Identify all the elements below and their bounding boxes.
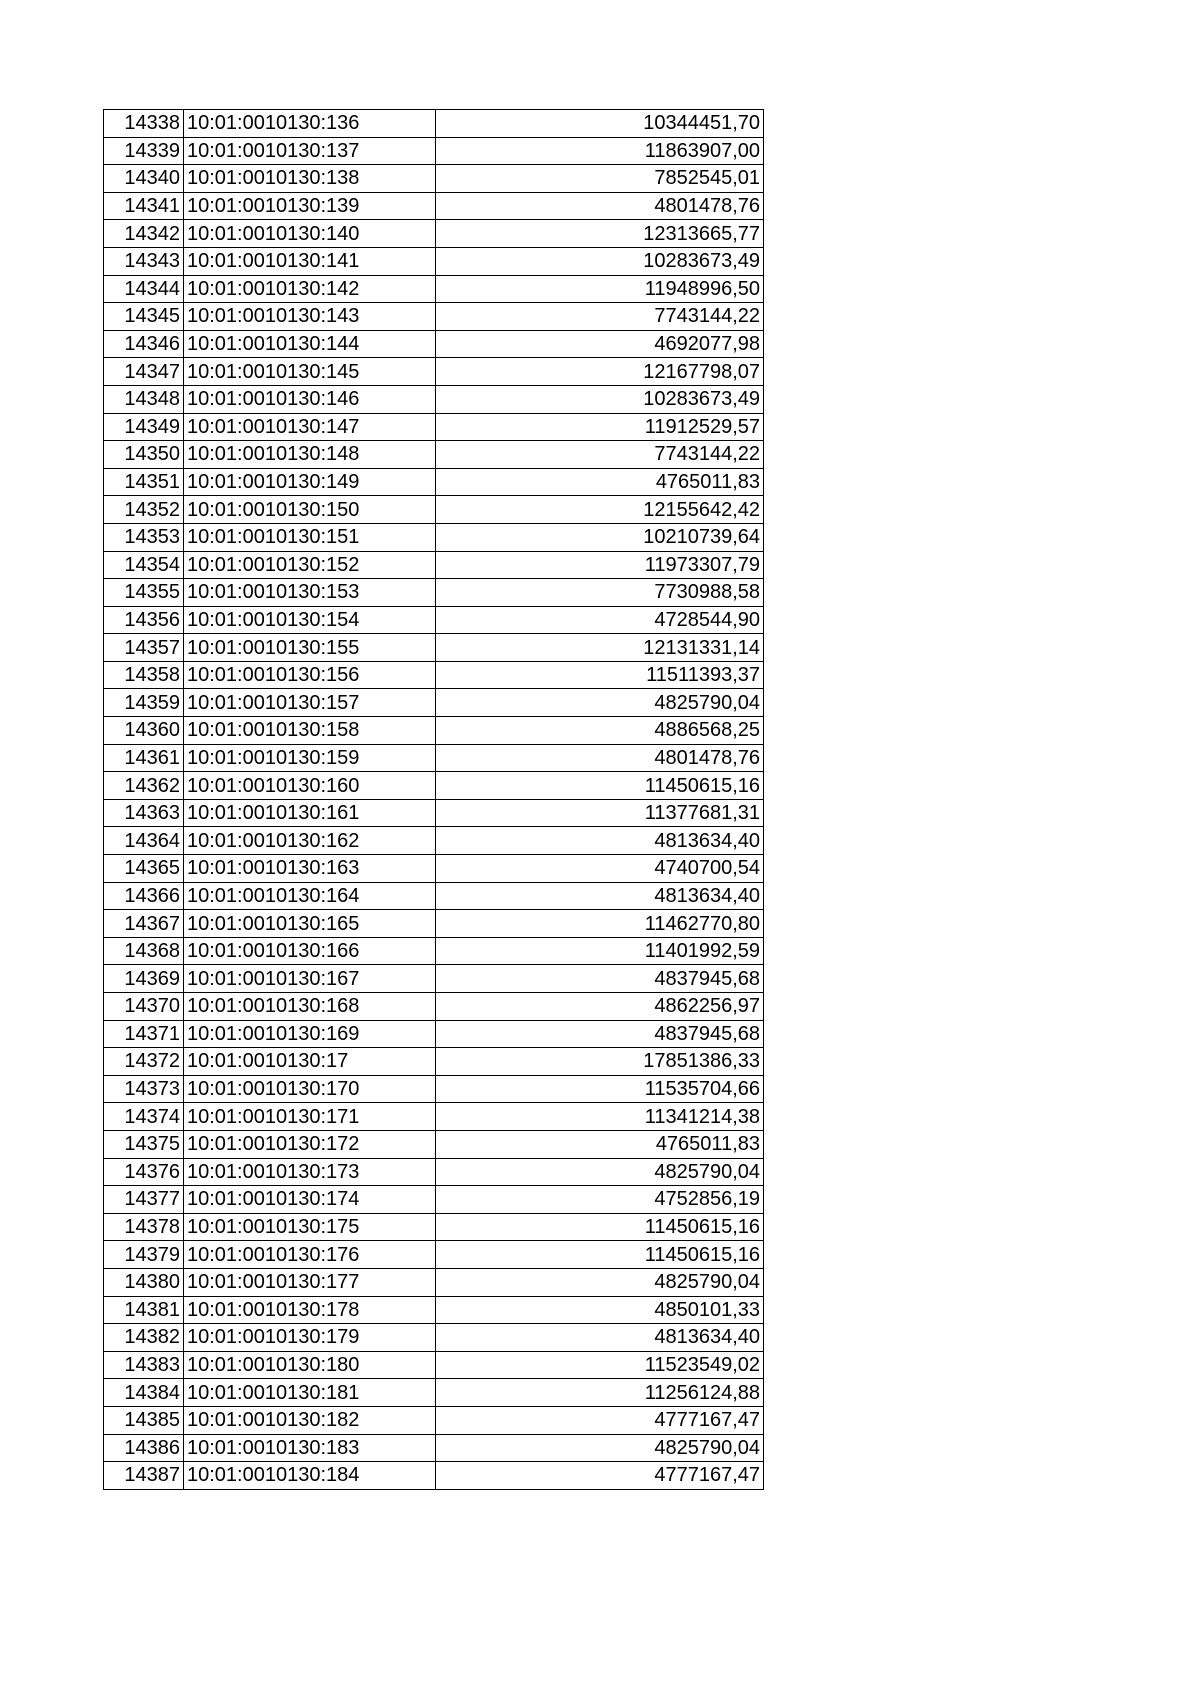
table-row — [104, 1158, 764, 1186]
cadastral-value-cell: 11256124,88 — [436, 1379, 764, 1407]
cadastral-value-cell: 4825790,04 — [436, 1434, 764, 1462]
cadastral-value-cell: 7743144,22 — [436, 441, 764, 469]
cadastral-number-cell: 10:01:0010130:146 — [184, 385, 436, 413]
table-row — [104, 110, 764, 138]
cadastral-value-cell: 11377681,31 — [436, 799, 764, 827]
table-row — [104, 468, 764, 496]
cadastral-value-cell: 4813634,40 — [436, 1324, 764, 1352]
cadastral-value-cell: 10344451,70 — [436, 110, 764, 138]
cadastral-number-cell: 10:01:0010130:180 — [184, 1351, 436, 1379]
row-number-cell: 14374 — [104, 1103, 184, 1131]
row-number-cell: 14385 — [104, 1406, 184, 1434]
cadastral-value-cell: 4728544,90 — [436, 606, 764, 634]
table-row — [104, 855, 764, 883]
cadastral-value-cell: 17851386,33 — [436, 1048, 764, 1076]
cadastral-value-cell: 7743144,22 — [436, 303, 764, 331]
cadastral-number-cell: 10:01:0010130:138 — [184, 165, 436, 193]
row-number-cell: 14375 — [104, 1130, 184, 1158]
cadastral-number-cell: 10:01:0010130:140 — [184, 220, 436, 248]
cadastral-value-cell: 4765011,83 — [436, 1130, 764, 1158]
cadastral-number-cell: 10:01:0010130:147 — [184, 413, 436, 441]
table-row — [104, 275, 764, 303]
cadastral-value-cell: 11341214,38 — [436, 1103, 764, 1131]
cadastral-number-cell: 10:01:0010130:183 — [184, 1434, 436, 1462]
cadastral-number-cell: 10:01:0010130:145 — [184, 358, 436, 386]
cadastral-number-cell: 10:01:0010130:170 — [184, 1075, 436, 1103]
cadastral-value-cell: 12131331,14 — [436, 634, 764, 662]
row-number-cell: 14362 — [104, 772, 184, 800]
table-row — [104, 827, 764, 855]
row-number-cell: 14345 — [104, 303, 184, 331]
cadastral-number-cell: 10:01:0010130:176 — [184, 1241, 436, 1269]
cadastral-value-cell: 4752856,19 — [436, 1186, 764, 1214]
cadastral-value-cell: 12155642,42 — [436, 496, 764, 524]
row-number-cell: 14382 — [104, 1324, 184, 1352]
row-number-cell: 14379 — [104, 1241, 184, 1269]
table-row — [104, 1075, 764, 1103]
cadastral-number-cell: 10:01:0010130:144 — [184, 330, 436, 358]
row-number-cell: 14381 — [104, 1296, 184, 1324]
table-row — [104, 937, 764, 965]
table-row — [104, 220, 764, 248]
cadastral-value-cell: 4825790,04 — [436, 1158, 764, 1186]
row-number-cell: 14350 — [104, 441, 184, 469]
cadastral-number-cell: 10:01:0010130:171 — [184, 1103, 436, 1131]
row-number-cell: 14347 — [104, 358, 184, 386]
cadastral-number-cell: 10:01:0010130:175 — [184, 1213, 436, 1241]
row-number-cell: 14359 — [104, 689, 184, 717]
table-row — [104, 413, 764, 441]
row-number-cell: 14352 — [104, 496, 184, 524]
table-row — [104, 799, 764, 827]
row-number-cell: 14343 — [104, 247, 184, 275]
cadastral-value-cell: 4837945,68 — [436, 1020, 764, 1048]
row-number-cell: 14339 — [104, 137, 184, 165]
cadastral-value-table — [103, 109, 764, 1490]
row-number-cell: 14338 — [104, 110, 184, 138]
cadastral-value-cell: 11450615,16 — [436, 1241, 764, 1269]
table-row — [104, 358, 764, 386]
table-row — [104, 1406, 764, 1434]
cadastral-number-cell: 10:01:0010130:136 — [184, 110, 436, 138]
table-row — [104, 1130, 764, 1158]
row-number-cell: 14369 — [104, 965, 184, 993]
row-number-cell: 14384 — [104, 1379, 184, 1407]
cadastral-number-cell: 10:01:0010130:17 — [184, 1048, 436, 1076]
table-row — [104, 965, 764, 993]
row-number-cell: 14363 — [104, 799, 184, 827]
cadastral-number-cell: 10:01:0010130:153 — [184, 579, 436, 607]
row-number-cell: 14371 — [104, 1020, 184, 1048]
table-row — [104, 661, 764, 689]
table-row — [104, 551, 764, 579]
cadastral-number-cell: 10:01:0010130:155 — [184, 634, 436, 662]
row-number-cell: 14348 — [104, 385, 184, 413]
cadastral-number-cell: 10:01:0010130:152 — [184, 551, 436, 579]
table-row — [104, 1186, 764, 1214]
row-number-cell: 14376 — [104, 1158, 184, 1186]
row-number-cell: 14356 — [104, 606, 184, 634]
table-row — [104, 137, 764, 165]
cadastral-number-cell: 10:01:0010130:156 — [184, 661, 436, 689]
row-number-cell: 14377 — [104, 1186, 184, 1214]
table-row — [104, 993, 764, 1021]
cadastral-number-cell: 10:01:0010130:159 — [184, 744, 436, 772]
cadastral-value-cell: 11462770,80 — [436, 910, 764, 938]
row-number-cell: 14346 — [104, 330, 184, 358]
cadastral-number-cell: 10:01:0010130:150 — [184, 496, 436, 524]
cadastral-value-cell: 12167798,07 — [436, 358, 764, 386]
cadastral-number-cell: 10:01:0010130:160 — [184, 772, 436, 800]
cadastral-value-cell: 11535704,66 — [436, 1075, 764, 1103]
row-number-cell: 14358 — [104, 661, 184, 689]
cadastral-value-cell: 4825790,04 — [436, 1268, 764, 1296]
cadastral-value-cell: 4862256,97 — [436, 993, 764, 1021]
cadastral-number-cell: 10:01:0010130:167 — [184, 965, 436, 993]
cadastral-value-cell: 4777167,47 — [436, 1406, 764, 1434]
table-row — [104, 330, 764, 358]
table-row — [104, 1048, 764, 1076]
cadastral-value-cell: 10210739,64 — [436, 523, 764, 551]
cadastral-value-cell: 11948996,50 — [436, 275, 764, 303]
row-number-cell: 14366 — [104, 882, 184, 910]
row-number-cell: 14380 — [104, 1268, 184, 1296]
cadastral-number-cell: 10:01:0010130:163 — [184, 855, 436, 883]
row-number-cell: 14351 — [104, 468, 184, 496]
cadastral-value-cell: 12313665,77 — [436, 220, 764, 248]
row-number-cell: 14342 — [104, 220, 184, 248]
row-number-cell: 14344 — [104, 275, 184, 303]
table-row — [104, 579, 764, 607]
table-row — [104, 634, 764, 662]
row-number-cell: 14364 — [104, 827, 184, 855]
cadastral-value-cell: 10283673,49 — [436, 385, 764, 413]
cadastral-value-cell: 11973307,79 — [436, 551, 764, 579]
cadastral-value-cell: 4765011,83 — [436, 468, 764, 496]
row-number-cell: 14372 — [104, 1048, 184, 1076]
table-row — [104, 744, 764, 772]
row-number-cell: 14353 — [104, 523, 184, 551]
table-body — [104, 110, 764, 1490]
cadastral-number-cell: 10:01:0010130:172 — [184, 1130, 436, 1158]
table-row — [104, 247, 764, 275]
cadastral-number-cell: 10:01:0010130:184 — [184, 1462, 436, 1490]
row-number-cell: 14378 — [104, 1213, 184, 1241]
row-number-cell: 14373 — [104, 1075, 184, 1103]
table-row — [104, 496, 764, 524]
cadastral-number-cell: 10:01:0010130:174 — [184, 1186, 436, 1214]
row-number-cell: 14361 — [104, 744, 184, 772]
cadastral-number-cell: 10:01:0010130:142 — [184, 275, 436, 303]
cadastral-number-cell: 10:01:0010130:158 — [184, 717, 436, 745]
table-row — [104, 192, 764, 220]
cadastral-value-cell: 4850101,33 — [436, 1296, 764, 1324]
cadastral-number-cell: 10:01:0010130:181 — [184, 1379, 436, 1407]
cadastral-number-cell: 10:01:0010130:143 — [184, 303, 436, 331]
cadastral-number-cell: 10:01:0010130:165 — [184, 910, 436, 938]
row-number-cell: 14367 — [104, 910, 184, 938]
cadastral-value-cell: 11511393,37 — [436, 661, 764, 689]
cadastral-number-cell: 10:01:0010130:137 — [184, 137, 436, 165]
cadastral-number-cell: 10:01:0010130:149 — [184, 468, 436, 496]
row-number-cell: 14354 — [104, 551, 184, 579]
table-row — [104, 1379, 764, 1407]
table-row — [104, 689, 764, 717]
row-number-cell: 14370 — [104, 993, 184, 1021]
cadastral-value-cell: 4801478,76 — [436, 744, 764, 772]
cadastral-value-cell: 11912529,57 — [436, 413, 764, 441]
row-number-cell: 14387 — [104, 1462, 184, 1490]
table-row — [104, 606, 764, 634]
table-row — [104, 772, 764, 800]
cadastral-value-cell: 4837945,68 — [436, 965, 764, 993]
cadastral-number-cell: 10:01:0010130:168 — [184, 993, 436, 1021]
cadastral-value-cell: 11523549,02 — [436, 1351, 764, 1379]
table-row — [104, 1296, 764, 1324]
cadastral-number-cell: 10:01:0010130:141 — [184, 247, 436, 275]
cadastral-value-cell: 7852545,01 — [436, 165, 764, 193]
cadastral-number-cell: 10:01:0010130:164 — [184, 882, 436, 910]
cadastral-value-cell: 4777167,47 — [436, 1462, 764, 1490]
cadastral-number-cell: 10:01:0010130:178 — [184, 1296, 436, 1324]
table-row — [104, 1462, 764, 1490]
cadastral-number-cell: 10:01:0010130:148 — [184, 441, 436, 469]
table-row — [104, 1268, 764, 1296]
cadastral-value-cell: 4801478,76 — [436, 192, 764, 220]
table-row — [104, 1324, 764, 1352]
cadastral-value-cell: 11450615,16 — [436, 772, 764, 800]
cadastral-number-cell: 10:01:0010130:177 — [184, 1268, 436, 1296]
row-number-cell: 14357 — [104, 634, 184, 662]
table-row — [104, 385, 764, 413]
cadastral-number-cell: 10:01:0010130:166 — [184, 937, 436, 965]
cadastral-number-cell: 10:01:0010130:182 — [184, 1406, 436, 1434]
table-row — [104, 523, 764, 551]
row-number-cell: 14355 — [104, 579, 184, 607]
table-row — [104, 1241, 764, 1269]
cadastral-number-cell: 10:01:0010130:179 — [184, 1324, 436, 1352]
table-row — [104, 1020, 764, 1048]
table-row — [104, 882, 764, 910]
cadastral-number-cell: 10:01:0010130:151 — [184, 523, 436, 551]
table-row — [104, 717, 764, 745]
cadastral-value-cell: 4825790,04 — [436, 689, 764, 717]
row-number-cell: 14368 — [104, 937, 184, 965]
row-number-cell: 14349 — [104, 413, 184, 441]
table-row — [104, 1103, 764, 1131]
cadastral-number-cell: 10:01:0010130:139 — [184, 192, 436, 220]
cadastral-value-cell: 4740700,54 — [436, 855, 764, 883]
cadastral-number-cell: 10:01:0010130:161 — [184, 799, 436, 827]
row-number-cell: 14383 — [104, 1351, 184, 1379]
cadastral-value-cell: 11401992,59 — [436, 937, 764, 965]
cadastral-number-cell: 10:01:0010130:157 — [184, 689, 436, 717]
cadastral-value-cell: 10283673,49 — [436, 247, 764, 275]
cadastral-number-cell: 10:01:0010130:169 — [184, 1020, 436, 1048]
table-row — [104, 1213, 764, 1241]
cadastral-value-cell: 4813634,40 — [436, 882, 764, 910]
table-row — [104, 165, 764, 193]
row-number-cell: 14386 — [104, 1434, 184, 1462]
cadastral-number-cell: 10:01:0010130:162 — [184, 827, 436, 855]
table-row — [104, 303, 764, 331]
cadastral-value-cell: 7730988,58 — [436, 579, 764, 607]
table-row — [104, 1434, 764, 1462]
row-number-cell: 14360 — [104, 717, 184, 745]
cadastral-number-cell: 10:01:0010130:154 — [184, 606, 436, 634]
cadastral-number-cell: 10:01:0010130:173 — [184, 1158, 436, 1186]
cadastral-value-cell: 4813634,40 — [436, 827, 764, 855]
row-number-cell: 14341 — [104, 192, 184, 220]
cadastral-value-cell: 4886568,25 — [436, 717, 764, 745]
table-row — [104, 1351, 764, 1379]
cadastral-value-cell: 11863907,00 — [436, 137, 764, 165]
cadastral-value-cell: 4692077,98 — [436, 330, 764, 358]
row-number-cell: 14340 — [104, 165, 184, 193]
table-row — [104, 441, 764, 469]
cadastral-value-cell: 11450615,16 — [436, 1213, 764, 1241]
row-number-cell: 14365 — [104, 855, 184, 883]
table-row — [104, 910, 764, 938]
